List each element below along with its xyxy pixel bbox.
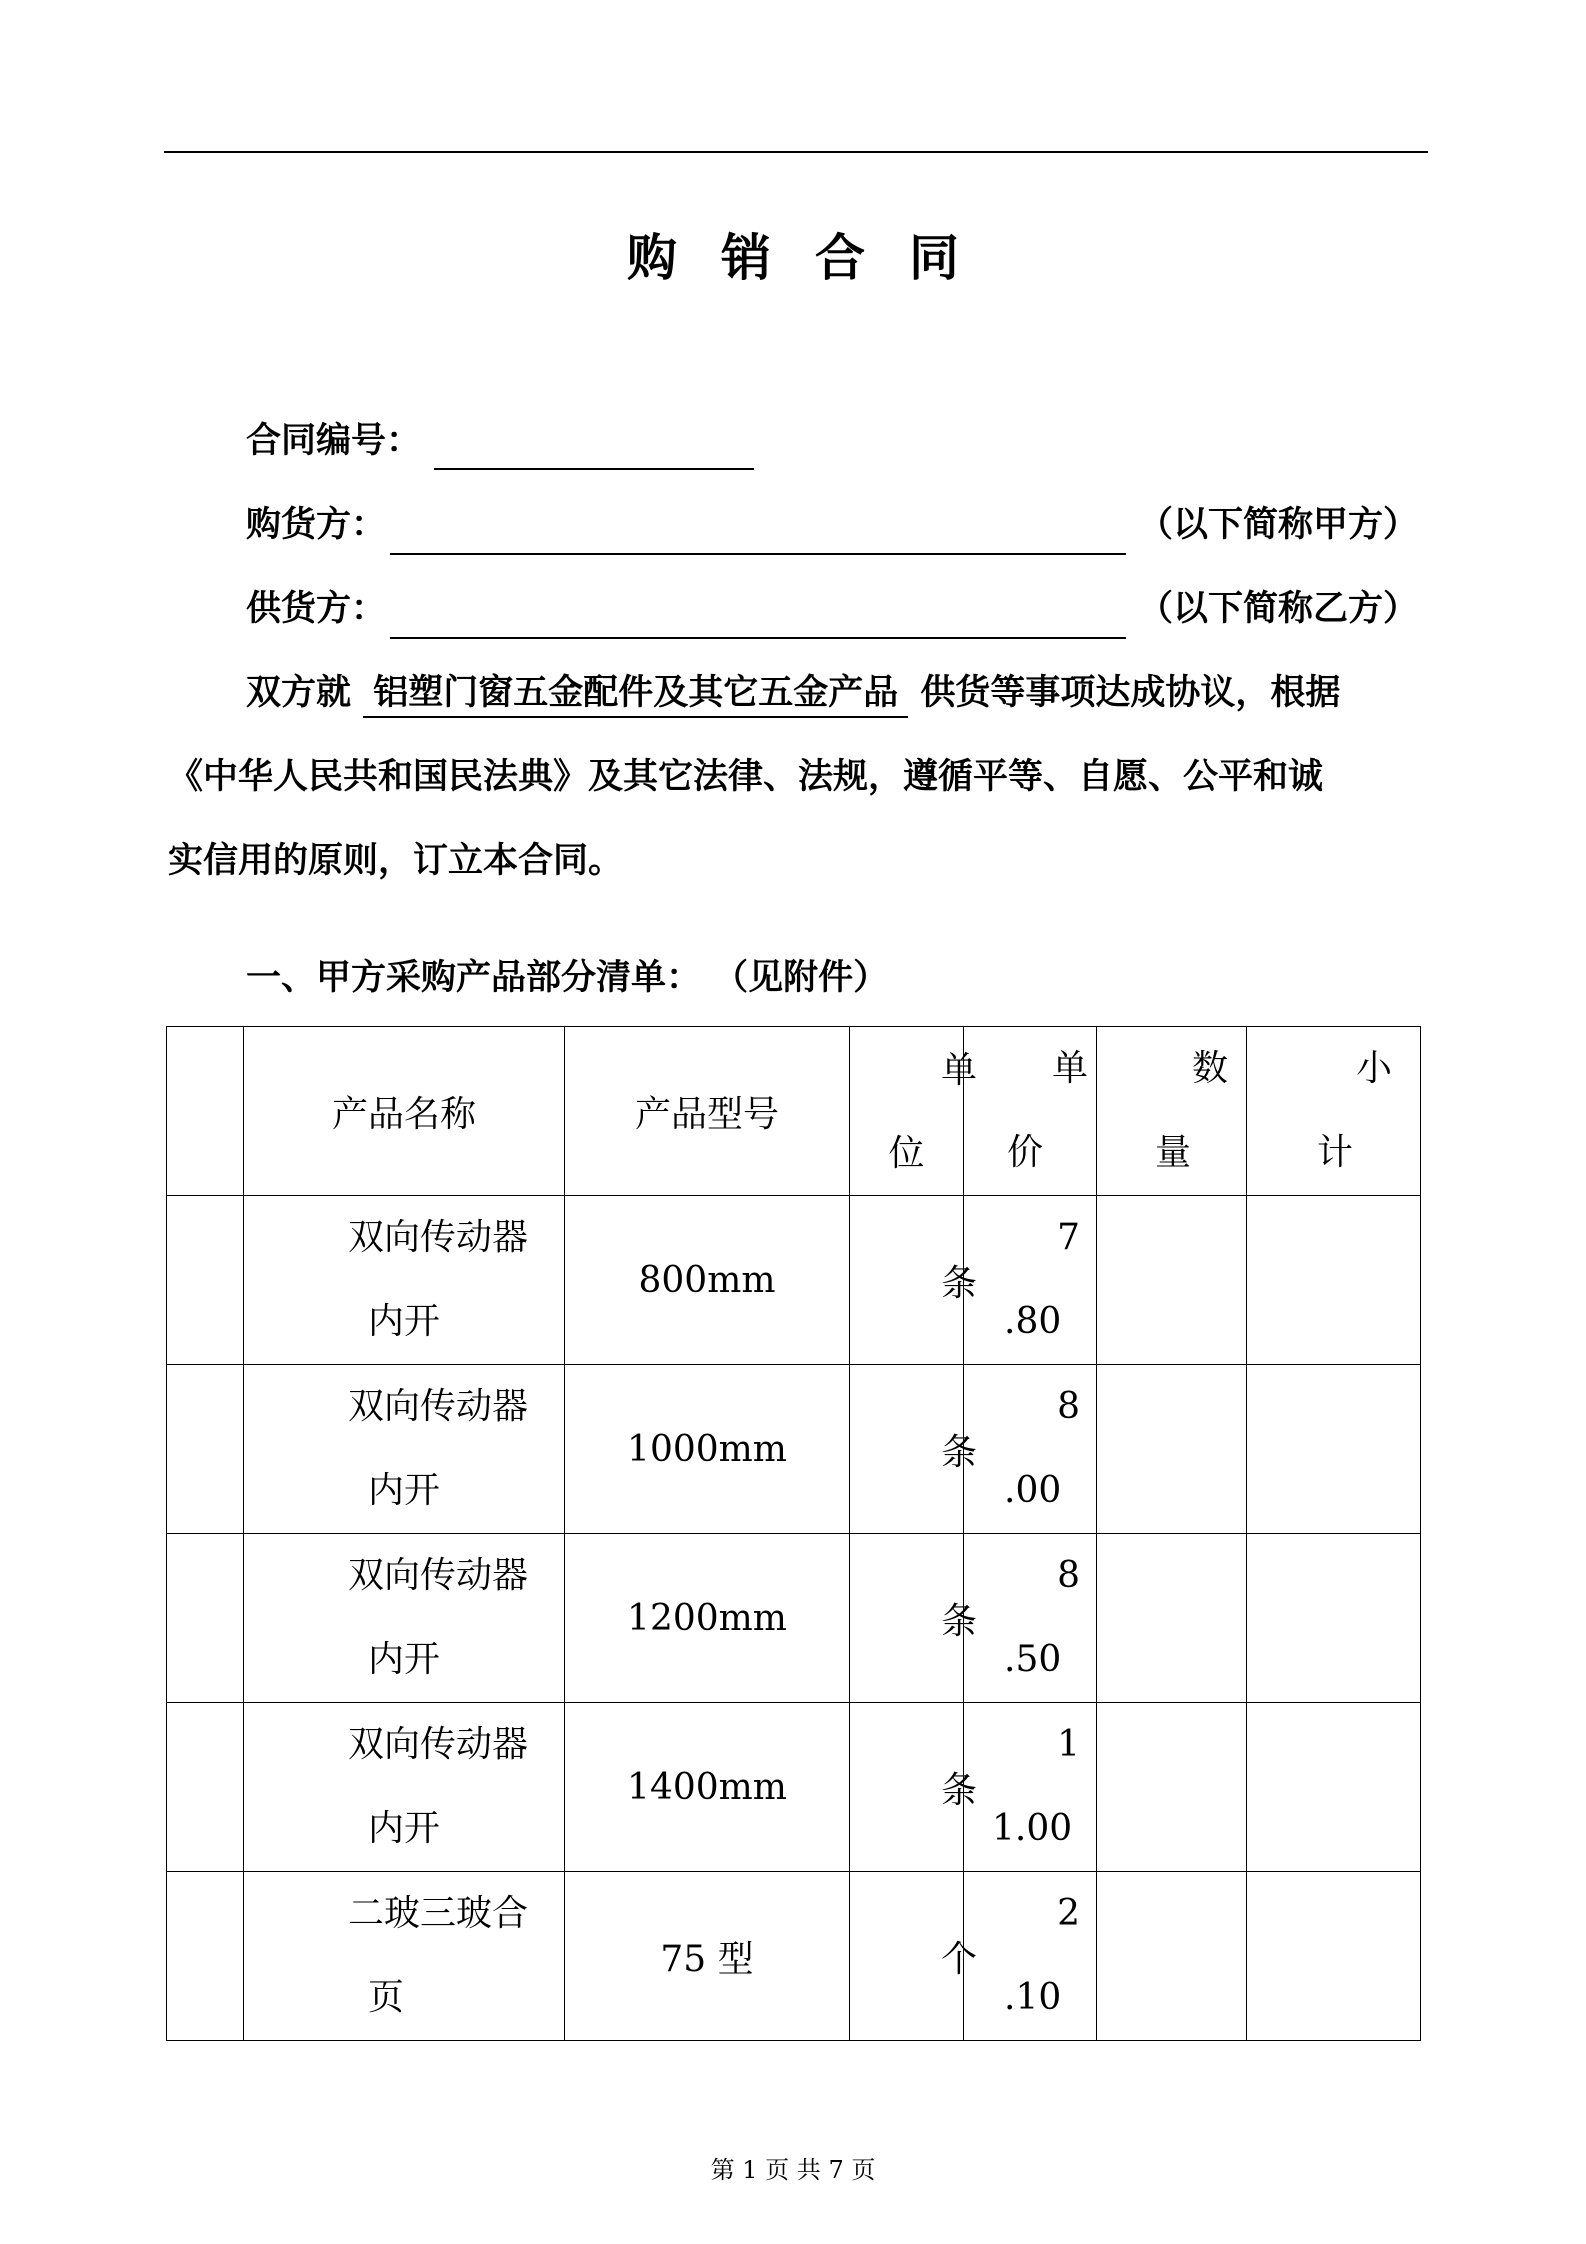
- price-header: [964, 1027, 1097, 1196]
- unit-header-bottom: 位: [888, 1132, 925, 1174]
- name-line-1: 二玻三玻合: [348, 1893, 529, 1934]
- index-cell: [167, 1365, 244, 1534]
- table-row: [167, 1534, 1421, 1703]
- model-cell: 1000mm: [565, 1365, 850, 1534]
- price-cell: [964, 1365, 1097, 1534]
- unit-header: [850, 1027, 978, 1196]
- intro-suffix: 供货等事项达成协议，根据: [920, 673, 1341, 713]
- unit-cell: [850, 1534, 978, 1703]
- unit-value: 条: [941, 1769, 978, 1811]
- unit-cell: [850, 1703, 978, 1872]
- section-heading: 一、甲方采购产品部分清单： （见附件）: [246, 958, 889, 998]
- seller-field[interactable]: [390, 637, 1126, 639]
- intro-line-1: [246, 668, 1340, 718]
- name-cell: [244, 1365, 565, 1534]
- name-cell: [244, 1872, 565, 2041]
- name-line-2: 内开: [368, 1808, 441, 1849]
- price-line-1: 7: [1057, 1217, 1080, 1258]
- index-cell: [167, 1872, 244, 2041]
- price-header-top: 单: [1051, 1048, 1088, 1089]
- qty-cell[interactable]: [1097, 1534, 1247, 1703]
- price-line-2: .80: [1004, 1301, 1062, 1342]
- buyer-field[interactable]: [390, 553, 1126, 555]
- price-cell: [964, 1534, 1097, 1703]
- qty-cell[interactable]: [1097, 1196, 1247, 1365]
- price-line-2: .50: [1004, 1639, 1062, 1680]
- subtotal-cell[interactable]: [1247, 1365, 1421, 1534]
- name-cell: [244, 1703, 565, 1872]
- buyer-label: 购货方：: [246, 505, 387, 545]
- page-footer: 第 1 页 共 7 页: [710, 2156, 876, 2184]
- seller-note: （以下简称乙方）: [1138, 589, 1419, 629]
- name-line-2: 内开: [368, 1639, 441, 1680]
- index-cell: [167, 1196, 244, 1365]
- price-line-1: 2: [1057, 1893, 1080, 1934]
- document-title: 购销合同: [627, 229, 1003, 287]
- buyer-note: （以下简称甲方）: [1138, 505, 1419, 545]
- name-line-2: 页: [368, 1977, 405, 2018]
- name-line-1: 双向传动器: [348, 1555, 529, 1596]
- subtotal-header-bottom: 计: [1317, 1132, 1354, 1173]
- price-cell: [964, 1872, 1097, 2041]
- table-row: [167, 1703, 1421, 1872]
- index-cell: [167, 1534, 244, 1703]
- unit-value: 条: [941, 1600, 978, 1642]
- price-line-1: 8: [1057, 1555, 1080, 1596]
- index-header-cell: [167, 1027, 244, 1196]
- header-rule: [164, 151, 1428, 153]
- subtotal-header-top: 小: [1355, 1048, 1392, 1089]
- price-line-1: 8: [1057, 1386, 1080, 1427]
- price-line-2: .10: [1004, 1977, 1062, 2018]
- model-cell: 1400mm: [565, 1703, 850, 1872]
- price-cell: [964, 1703, 1097, 1872]
- table-row: [167, 1365, 1421, 1534]
- subtotal-header: [1247, 1027, 1421, 1196]
- qty-header-top: 数: [1191, 1048, 1228, 1089]
- unit-value: 条: [941, 1262, 978, 1304]
- table-header-row: [167, 1027, 1421, 1196]
- product-table: [166, 1026, 1421, 2041]
- subtotal-cell[interactable]: [1247, 1703, 1421, 1872]
- unit-header-top: 单: [941, 1049, 978, 1091]
- name-line-1: 双向传动器: [348, 1217, 529, 1258]
- name-line-2: 内开: [368, 1470, 441, 1511]
- price-line-2: .00: [1004, 1470, 1062, 1511]
- price-cell: [964, 1196, 1097, 1365]
- product-scope-field[interactable]: 铝塑门窗五金配件及其它五金产品: [363, 670, 908, 718]
- name-header: 产品名称: [244, 1027, 565, 1196]
- qty-header-bottom: 量: [1155, 1132, 1192, 1173]
- qty-header: [1097, 1027, 1247, 1196]
- unit-cell: [850, 1365, 978, 1534]
- unit-cell: [850, 1872, 978, 2041]
- name-cell: [244, 1534, 565, 1703]
- name-line-2: 内开: [368, 1301, 441, 1342]
- contract-no-field[interactable]: [434, 468, 754, 470]
- intro-line-3: 实信用的原则，订立本合同。: [168, 841, 624, 881]
- name-cell: [244, 1196, 565, 1365]
- table-row: [167, 1196, 1421, 1365]
- subtotal-cell[interactable]: [1247, 1196, 1421, 1365]
- subtotal-cell[interactable]: [1247, 1534, 1421, 1703]
- qty-cell[interactable]: [1097, 1365, 1247, 1534]
- qty-cell[interactable]: [1097, 1703, 1247, 1872]
- unit-value: 个: [941, 1938, 978, 1980]
- table-row: [167, 1872, 1421, 2041]
- model-cell: 1200mm: [565, 1534, 850, 1703]
- intro-line-2: 《中华人民共和国民法典》及其它法律、法规，遵循平等、自愿、公平和诚: [168, 757, 1324, 797]
- qty-cell[interactable]: [1097, 1872, 1247, 2041]
- model-header: 产品型号: [565, 1027, 850, 1196]
- intro-prefix: 双方就: [246, 673, 352, 713]
- subtotal-cell[interactable]: [1247, 1872, 1421, 2041]
- unit-cell: [850, 1196, 978, 1365]
- name-line-1: 双向传动器: [348, 1386, 529, 1427]
- price-line-2: 1.00: [992, 1808, 1073, 1849]
- price-line-1: 1: [1057, 1724, 1080, 1765]
- model-cell: 75 型: [565, 1872, 850, 2041]
- index-cell: [167, 1703, 244, 1872]
- contract-no-label: 合同编号：: [246, 421, 422, 461]
- seller-label: 供货方：: [246, 589, 387, 629]
- model-cell: 800mm: [565, 1196, 850, 1365]
- unit-value: 条: [941, 1431, 978, 1473]
- price-header-bottom: 价: [1006, 1132, 1043, 1173]
- name-line-1: 双向传动器: [348, 1724, 529, 1765]
